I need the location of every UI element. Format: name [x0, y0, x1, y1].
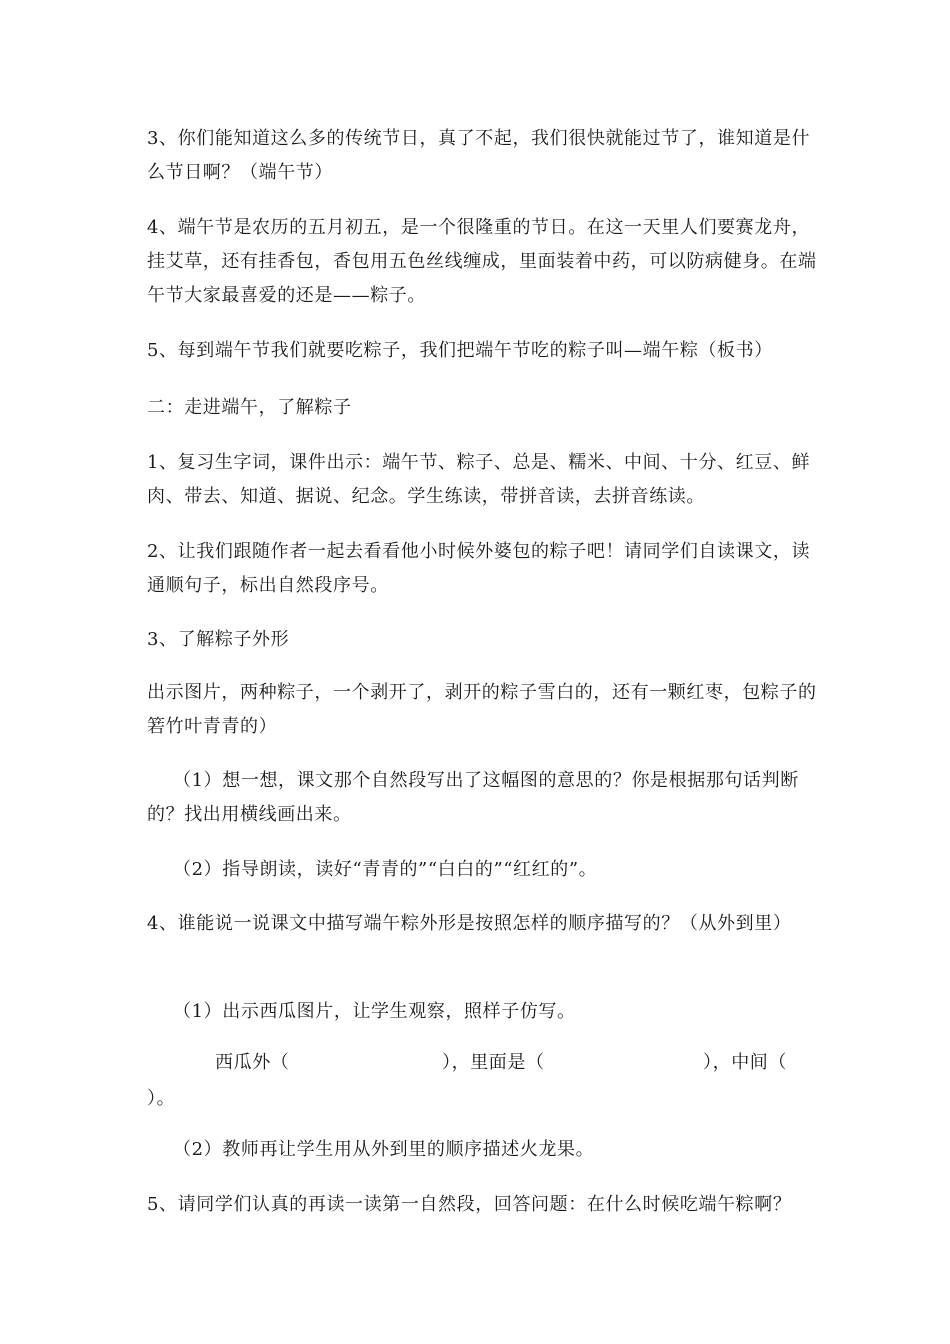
paragraph-review-words: 1、复习生字词，课件出示：端午节、粽子、总是、糯米、中间、十分、红豆、鲜肉、带去、知道、据说、纪念。学生练读，带拼音读，去拼音练读。	[147, 452, 811, 507]
paragraph-holidays-question: 3、你们能知道这么多的传统节日，真了不起，我们很快就能过节了，谁知道是什么节日啊？（端午节）	[147, 128, 811, 183]
paragraph-watermelon-task: （1）出示西瓜图片，让学生观察，照样子仿写。	[173, 1001, 576, 1022]
blank-text-end: ）。	[147, 1088, 176, 1109]
blank-text-inside: ），里面是（	[442, 1052, 545, 1073]
paragraph-read-text: 2、让我们跟随作者一起去看看他小时候外婆包的粽子吧！请同学们自读课文，读通顺句子，标出自然段序号。	[147, 541, 811, 596]
paragraph-think-question: （1）想一想，课文那个自然段写出了这幅图的意思的？你是根据那句话判断的？找出用横线画出来。	[147, 770, 799, 825]
paragraph-dragon-fruit: （2）教师再让学生用从外到里的顺序描述火龙果。	[173, 1139, 595, 1160]
blank-text-middle: ），中间（	[703, 1052, 787, 1073]
paragraph-guided-reading: （2）指导朗读，读好“青青的”“白白的”“红红的”。	[173, 859, 598, 880]
paragraph-order-question: 4、谁能说一说课文中描写端午粽外形是按照怎样的顺序描写的？（从外到里）	[147, 913, 792, 934]
section-heading: 二：走进端午，了解粽子	[147, 397, 352, 418]
blank-text-outside: 西瓜外（	[215, 1052, 290, 1073]
paragraph-dragon-boat-festival: 4、端午节是农历的五月初五，是一个很隆重的节日。在这一天里人们要赛龙舟，挂艾草，还有挂香包，香包用五色丝线缠成，里面装着中药，可以防病健身。在端午节大家最喜爱的还是——粽子。	[147, 217, 817, 306]
paragraph-reread-question: 5、请同学们认真的再读一读第一自然段，回答问题：在什么时候吃端午粽啊？	[147, 1194, 792, 1215]
paragraph-zongzi-name: 5、每到端午节我们就要吃粽子，我们把端午节吃的粽子叫—端午粽（板书）	[147, 340, 773, 361]
paragraph-show-picture: 出示图片，两种粽子，一个剥开了，剥开的粽子雪白的，还有一颗红枣，包粽子的箬竹叶青青的）	[147, 682, 817, 737]
paragraph-zongzi-shape: 3、了解粽子外形	[147, 629, 290, 650]
